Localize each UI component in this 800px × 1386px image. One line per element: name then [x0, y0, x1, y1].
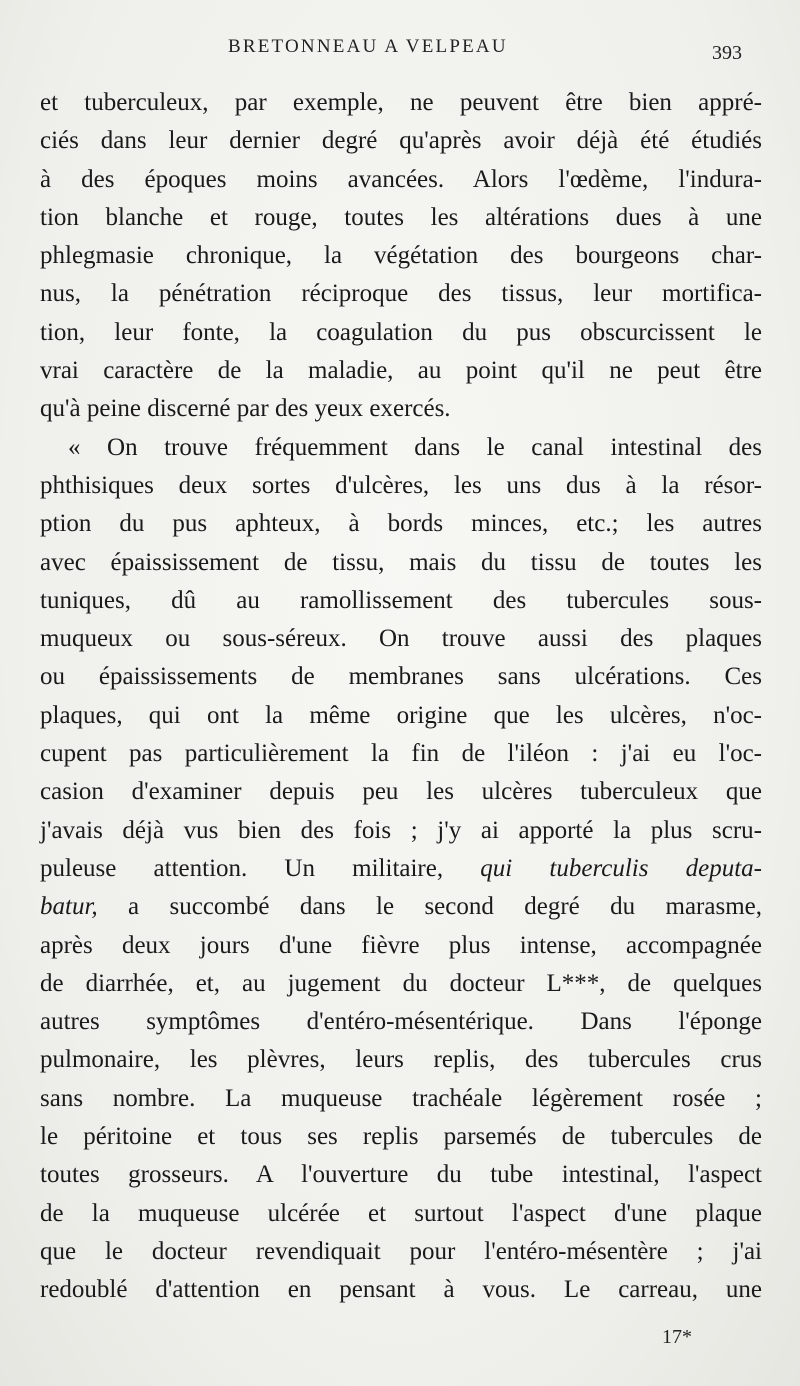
text-line: phthisiques deux sortes d'ulcères, les uns dus à la résor- [40, 471, 762, 499]
text-line: « On trouve fréquemment dans le canal intestinal des [68, 433, 762, 461]
text-line: tuniques, dû au ramollissement des tubercules sous- [40, 586, 762, 614]
text-line: à des époques moins avancées. Alors l'œdème, l'indura- [40, 165, 762, 193]
text-line: vrai caractère de la maladie, au point qu'il ne peut être [40, 357, 762, 385]
text-line: nus, la pénétration réciproque des tissus, leur mortifica- [40, 280, 762, 308]
text-line: qu'à peine discerné par des yeux exercés. [40, 395, 451, 423]
text-line: que le docteur revendiquait pour l'entéro-mésentère ; j'ai [40, 1237, 762, 1265]
running-title: BRETONNEAU A VELPEAU [228, 36, 508, 57]
text-line: casion d'examiner depuis peu les ulcères tuberculeux que [40, 778, 762, 806]
text-line: le péritoine et tous ses replis parsemés de tubercules de [40, 1123, 762, 1151]
text-line: après deux jours d'une fièvre plus intense, accompagnée [40, 931, 762, 959]
text-line: redoublé d'attention en pensant à vous. Le carreau, une [40, 1276, 762, 1304]
running-head [0, 36, 800, 64]
text-line: j'avais déjà vus bien des fois ; j'y ai apporté la plus scru- [40, 816, 762, 844]
text-line: tion, leur fonte, la coagulation du pus obscurcissent le [40, 318, 762, 346]
text-line: et tuberculeux, par exemple, ne peuvent être bien appré- [40, 89, 762, 116]
text-line: muqueux ou sous-séreux. On trouve aussi des plaques [40, 625, 762, 653]
text-line: plaques, qui ont la même origine que les ulcères, n'oc- [40, 701, 762, 729]
signature-mark: 17* [662, 1326, 692, 1348]
text-line: de diarrhée, et, au jugement du docteur L***, de quelques [40, 969, 762, 997]
text-line: ciés dans leur dernier degré qu'après avoir déjà été étudiés [40, 127, 762, 155]
text-line: tion blanche et rouge, toutes les altérations dues à une [40, 203, 762, 231]
text-line-mixed [40, 888, 762, 926]
text-segment: a succombé dans le second degré du marasme, [128, 893, 762, 921]
text-line: avec épaississement de tissu, mais du tissu de toutes les [40, 548, 762, 576]
page-number: 393 [712, 42, 742, 64]
text-line: phlegmasie chronique, la végétation des bourgeons char- [40, 242, 762, 270]
text-line: sans nombre. La muqueuse trachéale légèrement rosée ; [40, 1084, 762, 1112]
body-text [40, 84, 762, 1310]
text-segment: puleuse attention. Un militaire, [40, 854, 444, 882]
text-line: de la muqueuse ulcérée et surtout l'aspect d'une plaque [40, 1199, 762, 1227]
italic-phrase: batur, [40, 893, 98, 921]
text-line: cupent pas particulièrement la fin de l'iléon : j'ai eu l'oc- [40, 740, 762, 768]
italic-phrase: qui tuberculis deputa- [480, 854, 762, 882]
text-line: ption du pus aphteux, à bords minces, etc.; les autres [40, 510, 762, 538]
text-line: autres symptômes d'entéro-mésentérique. Dans l'éponge [40, 1008, 762, 1036]
text-line: pulmonaire, les plèvres, leurs replis, des tubercules crus [40, 1046, 762, 1074]
text-line: toutes grosseurs. A l'ouverture du tube intestinal, l'aspect [40, 1161, 762, 1189]
text-line-mixed [40, 850, 762, 888]
text-line: ou épaississements de membranes sans ulcérations. Ces [40, 663, 762, 691]
